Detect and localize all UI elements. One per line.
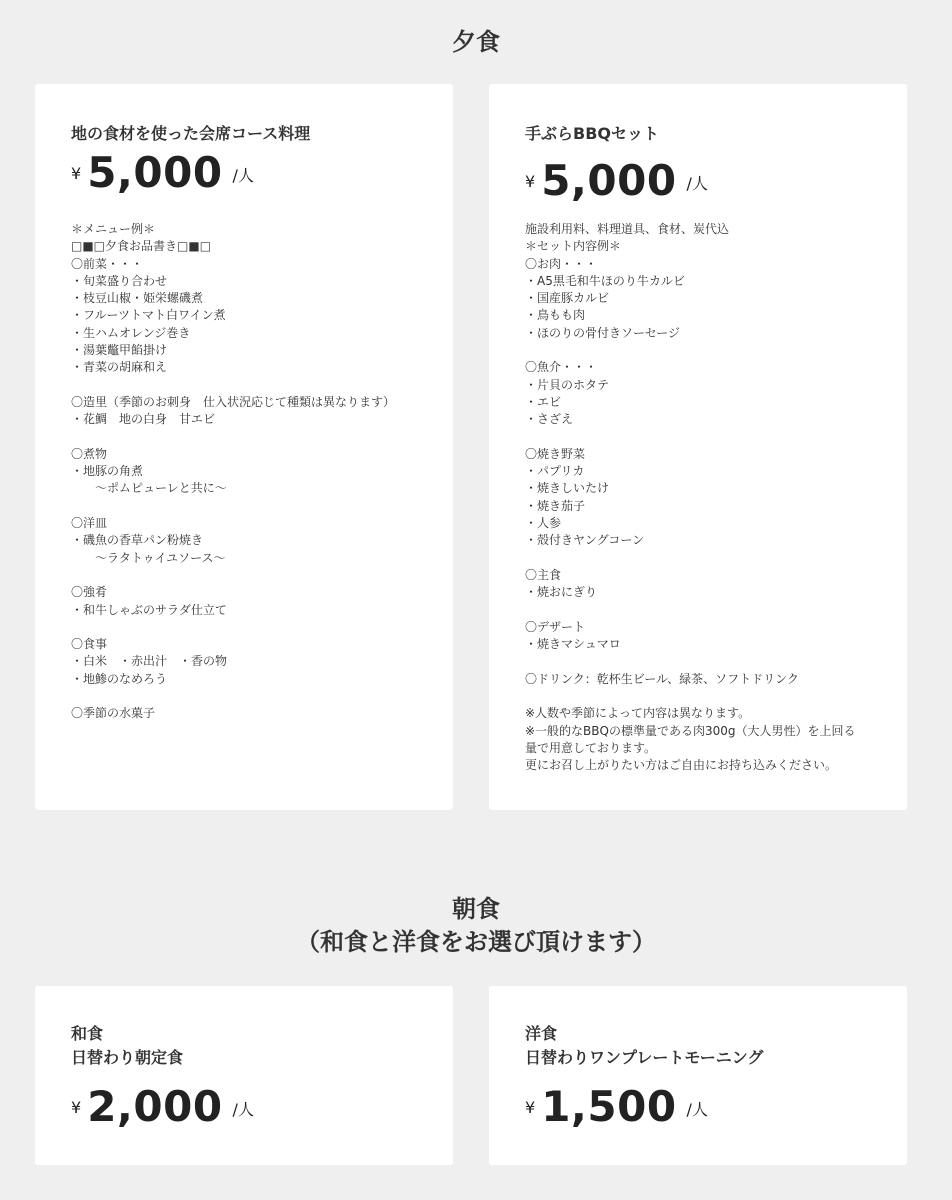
price: [525, 156, 708, 205]
menu-spacer: [71, 377, 395, 394]
menu-line: ・さざえ: [525, 412, 574, 427]
menu-line: ・エビ: [525, 394, 562, 409]
menu-line: ・殻付きヤングコーン: [525, 533, 645, 548]
menu-line: 〇お肉・・・: [525, 256, 598, 271]
menu-line: ※一般的なBBQの標準量である肉300g（大人男性）を上回る: [525, 723, 856, 738]
menu-line: 〇主食: [525, 567, 562, 582]
price-amount: 5,000: [541, 156, 677, 205]
card-title: 洋食: [525, 1024, 558, 1043]
menu-line: ・地鯵のなめろう: [71, 671, 168, 686]
card-title: 和食: [71, 1024, 104, 1043]
card-subtitle: 日替わりワンプレートモーニング: [525, 1048, 764, 1067]
menu-line: ・A5黒毛和牛ほのり牛カルビ: [525, 273, 685, 288]
menu-line: ・枝豆山椒・姫栄螺磯煮: [71, 291, 204, 306]
menu-list: [525, 221, 856, 775]
currency-symbol: ¥: [525, 172, 536, 191]
menu-line: 〇魚介・・・: [525, 360, 598, 375]
menu-line: 更にお召し上がりたい方はご自由にお持ち込みください。: [525, 758, 838, 773]
menu-line: 〇洋皿: [71, 516, 108, 531]
menu-line: ・生ハムオレンジ巻き: [71, 325, 191, 340]
card-title: 手ぶらBBQセット: [525, 124, 659, 143]
menu-line: ・焼おにぎり: [525, 585, 598, 600]
menu-list: [71, 221, 395, 723]
menu-spacer: [525, 429, 856, 446]
menu-line: ＊メニュー例＊: [71, 222, 156, 236]
price-amount: 1,500: [541, 1082, 677, 1131]
menu-line: 〇焼き野菜: [525, 446, 586, 461]
menu-line: ・人参: [525, 516, 562, 531]
menu-line: ・国産豚カルビ: [525, 291, 610, 306]
price-amount: 5,000: [87, 148, 223, 197]
menu-line: 〇煮物: [71, 446, 108, 461]
menu-line: ・フルーツトマト白ワイン煮: [71, 308, 226, 323]
menu-line: 〇ドリンク：乾杯生ビール、緑茶、ソフトドリンク: [525, 671, 799, 686]
japanese-breakfast-card: [35, 986, 453, 1165]
price-unit: /人: [232, 1100, 254, 1119]
menu-line: ・白米 ・赤出汁 ・香の物: [71, 654, 228, 669]
menu-line: 〇前菜・・・: [71, 256, 144, 271]
price-unit: /人: [686, 1100, 708, 1119]
price-unit: /人: [686, 174, 708, 193]
breakfast-subheading: （和食と洋食をお選び頂けます）: [296, 928, 656, 956]
menu-line: ・花鯛 地の白身 甘エビ: [71, 412, 216, 427]
menu-spacer: [525, 602, 856, 619]
menu-line: ・和牛しゃぶのサラダ仕立て: [71, 602, 227, 617]
price-amount: 2,000: [87, 1082, 223, 1131]
menu-spacer: [71, 498, 395, 515]
menu-line: 〜ポムピューレと共に〜: [71, 481, 227, 496]
dinner-heading: 夕食: [452, 28, 500, 56]
menu-line: ・青菜の胡麻和え: [71, 360, 168, 375]
menu-line: ・鳥もも肉: [525, 308, 586, 323]
menu-line: ・ほのりの骨付きソーセージ: [525, 325, 681, 340]
menu-line: ＊セット内容例＊: [525, 239, 622, 254]
breakfast-heading: 朝食: [452, 895, 500, 923]
menu-line: 量で用意しております。: [525, 740, 657, 755]
menu-line: ・焼き茄子: [525, 498, 586, 513]
menu-line: ・片貝のホタテ: [525, 377, 610, 392]
currency-symbol: ¥: [71, 164, 82, 183]
menu-line: 〇食事: [71, 637, 108, 652]
card-title: 地の食材を使った会席コース料理: [71, 124, 311, 143]
menu-line: ・湯葉鼈甲餡掛け: [71, 343, 168, 358]
card-subtitle: 日替わり朝定食: [71, 1048, 184, 1067]
price: [71, 1082, 254, 1131]
bbq-set-card: [489, 84, 907, 810]
currency-symbol: ¥: [525, 1098, 536, 1117]
menu-line: 〇強肴: [71, 585, 108, 600]
menu-spacer: [71, 429, 395, 446]
menu-line: □■□夕食お品書き□■□: [71, 239, 212, 254]
currency-symbol: ¥: [71, 1098, 82, 1117]
menu-line: ※人数や季節によって内容は異なります。: [525, 706, 751, 721]
western-breakfast-card: [489, 986, 907, 1165]
menu-line: ・旬菜盛り合わせ: [71, 273, 168, 288]
menu-line: ・地豚の角煮: [71, 464, 144, 479]
menu-spacer: [525, 653, 856, 670]
price-unit: /人: [232, 166, 254, 185]
menu-spacer: [525, 550, 856, 567]
menu-spacer: [71, 688, 395, 705]
menu-line: ・パプリカ: [525, 464, 585, 479]
menu-line: 〜ラタトゥイユソース〜: [71, 550, 226, 565]
price: [525, 1082, 708, 1131]
menu-line: 〇季節の水菓子: [71, 706, 156, 721]
price: [71, 148, 254, 197]
kaiseki-course-card: [35, 84, 453, 810]
menu-line: ・焼きしいたけ: [525, 481, 610, 496]
menu-line: 〇造里（季節のお刺身 仕入状況応じて種類は異なります）: [71, 394, 396, 409]
menu-line: ・磯魚の香草パン粉焼き: [71, 533, 204, 548]
menu-line: ・焼きマシュマロ: [525, 637, 621, 652]
menu-line: 〇デザート: [525, 619, 586, 634]
menu-spacer: [71, 567, 395, 584]
menu-spacer: [71, 619, 395, 636]
menu-line: 施設利用料、料理道具、食材、炭代込: [525, 222, 730, 236]
menu-spacer: [525, 342, 856, 359]
menu-spacer: [525, 688, 856, 705]
